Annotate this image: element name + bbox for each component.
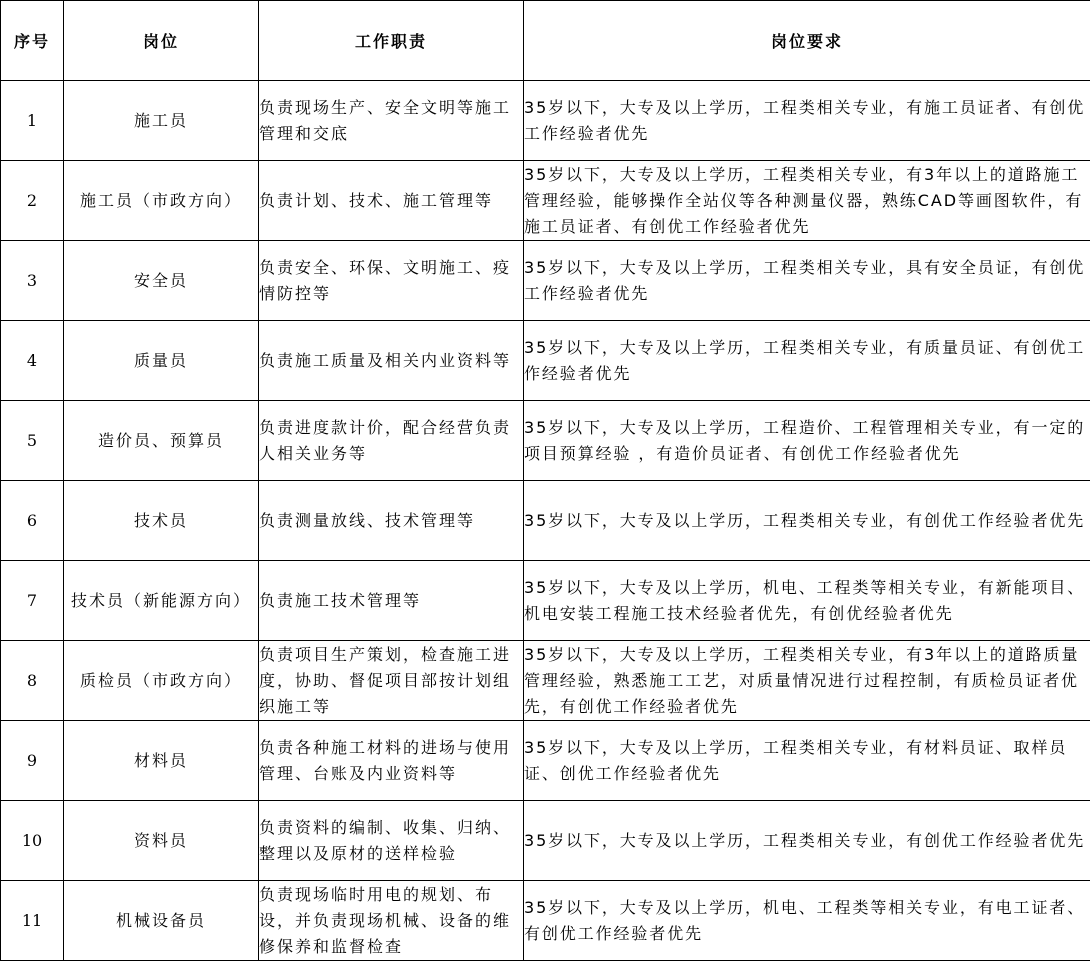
row-position: 质量员 — [64, 321, 259, 401]
header-position: 岗位 — [64, 1, 259, 81]
row-duties: 负责现场生产、安全文明等施工管理和交底 — [259, 81, 524, 161]
row-index: 4 — [1, 321, 64, 401]
row-index: 2 — [1, 161, 64, 241]
row-position: 施工员（市政方向） — [64, 161, 259, 241]
row-requirements: 35岁以下，大专及以上学历，机电、工程类等相关专业，有新能项目、机电安装工程施工技术经验者优先，有创优经验者优先 — [524, 561, 1090, 641]
row-position: 资料员 — [64, 801, 259, 881]
row-requirements: 35岁以下，大专及以上学历，工程造价、工程管理相关专业，有一定的项目预算经验 ，有造价员证者、有创优工作经验者优先 — [524, 401, 1090, 481]
row-requirements: 35岁以下，大专及以上学历，工程类相关专业，有材料员证、取样员证、创优工作经验者优先 — [524, 721, 1090, 801]
row-duties: 负责资料的编制、收集、归纳、整理以及原材的送样检验 — [259, 801, 524, 881]
row-index: 6 — [1, 481, 64, 561]
header-requirements: 岗位要求 — [524, 1, 1090, 81]
table-row — [1, 721, 1090, 801]
table-row — [1, 801, 1090, 881]
row-index: 5 — [1, 401, 64, 481]
row-position: 技术员（新能源方向） — [64, 561, 259, 641]
row-requirements: 35岁以下，大专及以上学历，机电、工程类等相关专业，有电工证者、有创优工作经验者优先 — [524, 881, 1090, 961]
row-position: 机械设备员 — [64, 881, 259, 961]
row-duties: 负责现场临时用电的规划、布设，并负责现场机械、设备的维修保养和监督检查 — [259, 881, 524, 961]
row-index: 8 — [1, 641, 64, 721]
row-index: 1 — [1, 81, 64, 161]
row-requirements: 35岁以下，大专及以上学历，工程类相关专业，有质量员证、有创优工作经验者优先 — [524, 321, 1090, 401]
row-requirements: 35岁以下，大专及以上学历，工程类相关专业，有创优工作经验者优先 — [524, 481, 1090, 561]
row-position: 造价员、预算员 — [64, 401, 259, 481]
row-index: 10 — [1, 801, 64, 881]
header-row — [1, 1, 1090, 81]
table-row — [1, 241, 1090, 321]
row-position: 质检员（市政方向） — [64, 641, 259, 721]
row-requirements: 35岁以下，大专及以上学历，工程类相关专业，有施工员证者、有创优工作经验者优先 — [524, 81, 1090, 161]
row-position: 材料员 — [64, 721, 259, 801]
row-index: 11 — [1, 881, 64, 961]
table-row — [1, 881, 1090, 961]
row-duties: 负责施工质量及相关内业资料等 — [259, 321, 524, 401]
row-duties: 负责进度款计价，配合经营负责人相关业务等 — [259, 401, 524, 481]
row-requirements: 35岁以下，大专及以上学历，工程类相关专业，有3年以上的道路质量管理经验，熟悉施工工艺，对质量情况进行过程控制，有质检员证者优先，有创优工作经验者优先 — [524, 641, 1090, 721]
row-duties: 负责施工技术管理等 — [259, 561, 524, 641]
table-row — [1, 401, 1090, 481]
row-duties: 负责测量放线、技术管理等 — [259, 481, 524, 561]
table-row — [1, 561, 1090, 641]
row-position: 安全员 — [64, 241, 259, 321]
row-requirements: 35岁以下，大专及以上学历，工程类相关专业，有创优工作经验者优先 — [524, 801, 1090, 881]
table-row — [1, 81, 1090, 161]
row-requirements: 35岁以下，大专及以上学历，工程类相关专业，有3年以上的道路施工管理经验，能够操作全站仪等各种测量仪器，熟练CAD等画图软件，有施工员证者、有创优工作经验者优先 — [524, 161, 1090, 241]
row-index: 7 — [1, 561, 64, 641]
row-requirements: 35岁以下，大专及以上学历，工程类相关专业，具有安全员证，有创优工作经验者优先 — [524, 241, 1090, 321]
table-row — [1, 641, 1090, 721]
table-row — [1, 161, 1090, 241]
row-index: 9 — [1, 721, 64, 801]
row-duties: 负责安全、环保、文明施工、疫情防控等 — [259, 241, 524, 321]
table-row — [1, 321, 1090, 401]
header-index: 序号 — [1, 1, 64, 81]
row-position: 施工员 — [64, 81, 259, 161]
table-row — [1, 481, 1090, 561]
row-duties: 负责各种施工材料的进场与使用管理、台账及内业资料等 — [259, 721, 524, 801]
row-duties: 负责计划、技术、施工管理等 — [259, 161, 524, 241]
row-duties: 负责项目生产策划，检查施工进度，协助、督促项目部按计划组织施工等 — [259, 641, 524, 721]
row-index: 3 — [1, 241, 64, 321]
row-position: 技术员 — [64, 481, 259, 561]
header-duties: 工作职责 — [259, 1, 524, 81]
